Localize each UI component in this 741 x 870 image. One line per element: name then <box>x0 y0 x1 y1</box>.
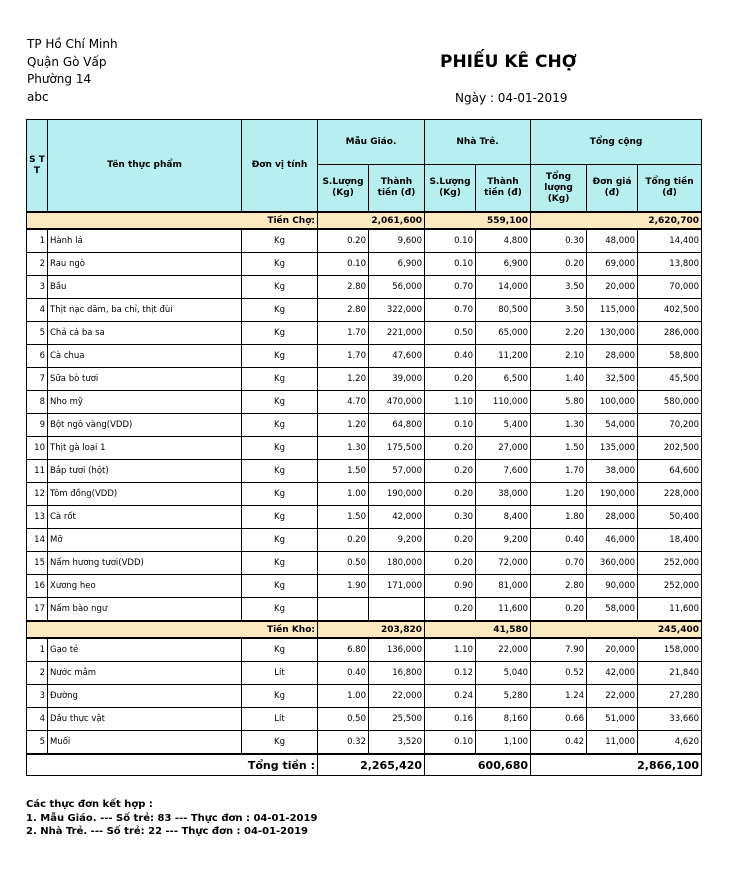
row-stt: 8 <box>27 391 48 414</box>
row-total-amount: 580,000 <box>638 391 702 414</box>
row-unit-price: 190,000 <box>587 483 638 506</box>
row-total-amount: 14,400 <box>638 229 702 253</box>
grand-total-row <box>27 754 702 776</box>
row-unit-price: 20,000 <box>587 276 638 299</box>
row-total-qty: 7.90 <box>531 638 587 662</box>
row-mau-giao-qty: 1.00 <box>318 483 369 506</box>
row-unit: Kg <box>242 276 318 299</box>
row-food-name: Nấm hương tươi(VDD) <box>48 552 242 575</box>
row-mau-giao-qty: 2.80 <box>318 299 369 322</box>
row-nha-tre-amount: 6,900 <box>476 253 531 276</box>
row-mau-giao-qty: 0.10 <box>318 253 369 276</box>
row-nha-tre-qty: 0.24 <box>425 685 476 708</box>
section-label: Tiền Kho: <box>27 621 318 638</box>
row-nha-tre-qty: 0.10 <box>425 731 476 755</box>
table-row <box>27 322 702 345</box>
row-mau-giao-qty: 6.80 <box>318 638 369 662</box>
row-mau-giao-amount: 56,000 <box>369 276 425 299</box>
row-total-qty: 2.20 <box>531 322 587 345</box>
row-unit: Kg <box>242 368 318 391</box>
address-city: TP Hồ Chí Minh <box>27 37 118 51</box>
row-mau-giao-qty: 1.90 <box>318 575 369 598</box>
row-nha-tre-amount: 7,600 <box>476 460 531 483</box>
row-unit: Kg <box>242 685 318 708</box>
row-total-qty: 1.24 <box>531 685 587 708</box>
row-nha-tre-amount: 5,280 <box>476 685 531 708</box>
table-row <box>27 552 702 575</box>
row-unit: Kg <box>242 575 318 598</box>
table-row <box>27 368 702 391</box>
row-total-amount: 158,000 <box>638 638 702 662</box>
row-nha-tre-qty: 0.70 <box>425 276 476 299</box>
row-nha-tre-amount: 80,500 <box>476 299 531 322</box>
row-unit-price: 38,000 <box>587 460 638 483</box>
row-food-name: Tôm đồng(VDD) <box>48 483 242 506</box>
row-food-name: Nấm bào ngư <box>48 598 242 622</box>
table-row <box>27 276 702 299</box>
col-header-mg-amount: Thành tiền (đ) <box>369 165 425 213</box>
table-row <box>27 483 702 506</box>
row-stt: 7 <box>27 368 48 391</box>
row-total-qty: 1.20 <box>531 483 587 506</box>
row-mau-giao-amount: 322,000 <box>369 299 425 322</box>
row-nha-tre-amount: 65,000 <box>476 322 531 345</box>
row-total-amount: 33,660 <box>638 708 702 731</box>
row-nha-tre-amount: 11,600 <box>476 598 531 622</box>
row-total-amount: 202,500 <box>638 437 702 460</box>
grand-total-nha-tre: 600,680 <box>425 754 531 776</box>
row-total-qty: 0.52 <box>531 662 587 685</box>
row-total-amount: 58,800 <box>638 345 702 368</box>
row-unit: Kg <box>242 638 318 662</box>
table-row <box>27 685 702 708</box>
row-mau-giao-amount: 47,600 <box>369 345 425 368</box>
row-food-name: Cà chua <box>48 345 242 368</box>
row-unit-price: 22,000 <box>587 685 638 708</box>
row-nha-tre-amount: 8,400 <box>476 506 531 529</box>
row-mau-giao-qty: 2.80 <box>318 276 369 299</box>
col-header-mg-qty: S.Lượng (Kg) <box>318 165 369 213</box>
row-unit-price: 11,000 <box>587 731 638 755</box>
row-stt: 2 <box>27 662 48 685</box>
row-nha-tre-amount: 38,000 <box>476 483 531 506</box>
row-stt: 5 <box>27 731 48 755</box>
row-food-name: Chả cá ba sa <box>48 322 242 345</box>
row-total-qty: 1.70 <box>531 460 587 483</box>
section-total-amount: 245,400 <box>531 621 702 638</box>
col-header-total-amount: Tổng tiền (đ) <box>638 165 702 213</box>
row-total-qty: 1.30 <box>531 414 587 437</box>
row-stt: 2 <box>27 253 48 276</box>
row-total-qty: 5.80 <box>531 391 587 414</box>
section-subtotal-row <box>27 621 702 638</box>
row-stt: 12 <box>27 483 48 506</box>
row-food-name: Mỡ <box>48 529 242 552</box>
row-food-name: Hành lá <box>48 229 242 253</box>
col-header-unit: Đơn vị tính <box>242 120 318 213</box>
row-unit-price: 69,000 <box>587 253 638 276</box>
row-food-name: Dầu thực vật <box>48 708 242 731</box>
grand-total-mau-giao: 2,265,420 <box>318 754 425 776</box>
row-unit: Lít <box>242 708 318 731</box>
row-mau-giao-qty: 0.20 <box>318 229 369 253</box>
row-unit-price: 42,000 <box>587 662 638 685</box>
row-mau-giao-qty: 1.70 <box>318 345 369 368</box>
row-food-name: Muối <box>48 731 242 755</box>
row-total-qty: 1.40 <box>531 368 587 391</box>
row-food-name: Xương heo <box>48 575 242 598</box>
row-mau-giao-qty <box>318 598 369 622</box>
address-district: Quận Gò Vấp <box>27 54 107 69</box>
row-food-name: Bầu <box>48 276 242 299</box>
row-nha-tre-amount: 6,500 <box>476 368 531 391</box>
row-stt: 15 <box>27 552 48 575</box>
row-food-name: Bột ngô vàng(VDD) <box>48 414 242 437</box>
row-nha-tre-amount: 11,200 <box>476 345 531 368</box>
document-date: Ngày : 04-01-2019 <box>455 91 568 105</box>
row-total-amount: 252,000 <box>638 575 702 598</box>
row-unit: Lít <box>242 662 318 685</box>
row-mau-giao-amount: 6,900 <box>369 253 425 276</box>
row-stt: 14 <box>27 529 48 552</box>
row-unit-price: 130,000 <box>587 322 638 345</box>
row-nha-tre-qty: 0.20 <box>425 552 476 575</box>
row-food-name: Rau ngò <box>48 253 242 276</box>
row-nha-tre-amount: 5,400 <box>476 414 531 437</box>
row-mau-giao-amount: 39,000 <box>369 368 425 391</box>
combined-menu-line: 1. Mẫu Giáo. --- Số trẻ: 83 --- Thực đơn : 04-01-2019 <box>26 812 318 824</box>
section-mau-giao-amount: 203,820 <box>318 621 425 638</box>
row-nha-tre-qty: 0.10 <box>425 229 476 253</box>
row-total-qty: 0.30 <box>531 229 587 253</box>
row-unit-price: 90,000 <box>587 575 638 598</box>
col-header-unit-price: Đơn giá (đ) <box>587 165 638 213</box>
row-total-amount: 252,000 <box>638 552 702 575</box>
row-mau-giao-qty: 0.40 <box>318 662 369 685</box>
row-unit: Kg <box>242 731 318 755</box>
row-nha-tre-amount: 5,040 <box>476 662 531 685</box>
row-mau-giao-qty: 1.50 <box>318 460 369 483</box>
row-mau-giao-amount: 171,000 <box>369 575 425 598</box>
row-unit-price: 46,000 <box>587 529 638 552</box>
table-row <box>27 708 702 731</box>
row-unit: Kg <box>242 437 318 460</box>
row-unit: Kg <box>242 506 318 529</box>
row-unit: Kg <box>242 483 318 506</box>
row-total-qty: 0.42 <box>531 731 587 755</box>
row-nha-tre-qty: 0.20 <box>425 368 476 391</box>
section-total-amount: 2,620,700 <box>531 212 702 229</box>
row-mau-giao-amount: 9,200 <box>369 529 425 552</box>
address-extra: abc <box>27 89 49 104</box>
section-subtotal-row <box>27 212 702 229</box>
table-row <box>27 391 702 414</box>
row-unit-price: 28,000 <box>587 345 638 368</box>
row-mau-giao-amount <box>369 598 425 622</box>
table-row <box>27 731 702 755</box>
col-group-tong-cong: Tổng cộng <box>531 120 702 165</box>
row-mau-giao-qty: 0.50 <box>318 708 369 731</box>
col-header-nt-qty: S.Lượng (Kg) <box>425 165 476 213</box>
row-unit-price: 360,000 <box>587 552 638 575</box>
row-total-amount: 4,620 <box>638 731 702 755</box>
row-stt: 1 <box>27 229 48 253</box>
row-stt: 16 <box>27 575 48 598</box>
row-unit-price: 51,000 <box>587 708 638 731</box>
row-nha-tre-amount: 9,200 <box>476 529 531 552</box>
row-total-qty: 3.50 <box>531 276 587 299</box>
row-food-name: Thịt gà loại 1 <box>48 437 242 460</box>
combined-menus-heading: Các thực đơn kết hợp : <box>26 799 153 810</box>
table-row <box>27 414 702 437</box>
address-ward: Phường 14 <box>27 72 92 86</box>
page-title: PHIẾU KÊ CHỢ <box>440 52 577 72</box>
row-nha-tre-qty: 0.30 <box>425 506 476 529</box>
row-total-amount: 13,800 <box>638 253 702 276</box>
row-mau-giao-qty: 4.70 <box>318 391 369 414</box>
row-total-qty: 0.40 <box>531 529 587 552</box>
row-mau-giao-amount: 16,800 <box>369 662 425 685</box>
row-unit: Kg <box>242 391 318 414</box>
row-total-qty: 2.80 <box>531 575 587 598</box>
row-unit: Kg <box>242 299 318 322</box>
row-total-amount: 286,000 <box>638 322 702 345</box>
row-stt: 4 <box>27 299 48 322</box>
row-unit-price: 32,500 <box>587 368 638 391</box>
section-label: Tiền Chợ: <box>27 212 318 229</box>
row-unit-price: 48,000 <box>587 229 638 253</box>
row-mau-giao-amount: 25,500 <box>369 708 425 731</box>
row-food-name: Nước mắm <box>48 662 242 685</box>
section-mau-giao-amount: 2,061,600 <box>318 212 425 229</box>
row-nha-tre-qty: 0.10 <box>425 414 476 437</box>
grand-total-label: Tổng tiền : <box>27 754 318 776</box>
row-unit-price: 100,000 <box>587 391 638 414</box>
table-row <box>27 229 702 253</box>
row-unit: Kg <box>242 460 318 483</box>
row-mau-giao-amount: 136,000 <box>369 638 425 662</box>
table-row <box>27 575 702 598</box>
row-total-amount: 45,500 <box>638 368 702 391</box>
row-stt: 3 <box>27 685 48 708</box>
row-total-qty: 2.10 <box>531 345 587 368</box>
row-unit-price: 115,000 <box>587 299 638 322</box>
row-stt: 10 <box>27 437 48 460</box>
row-stt: 13 <box>27 506 48 529</box>
row-nha-tre-qty: 0.16 <box>425 708 476 731</box>
col-group-mau-giao: Mẫu Giáo. <box>318 120 425 165</box>
row-unit: Kg <box>242 598 318 622</box>
row-nha-tre-amount: 81,000 <box>476 575 531 598</box>
row-unit: Kg <box>242 253 318 276</box>
row-mau-giao-qty: 1.20 <box>318 368 369 391</box>
row-nha-tre-amount: 72,000 <box>476 552 531 575</box>
row-nha-tre-qty: 0.70 <box>425 299 476 322</box>
table-row <box>27 437 702 460</box>
row-stt: 5 <box>27 322 48 345</box>
row-food-name: Cà rốt <box>48 506 242 529</box>
row-total-qty: 1.80 <box>531 506 587 529</box>
row-mau-giao-amount: 3,520 <box>369 731 425 755</box>
row-unit: Kg <box>242 229 318 253</box>
row-total-qty: 3.50 <box>531 299 587 322</box>
row-unit: Kg <box>242 529 318 552</box>
row-food-name: Gạo tẻ <box>48 638 242 662</box>
col-header-stt: S T T <box>27 120 48 213</box>
row-nha-tre-amount: 14,000 <box>476 276 531 299</box>
row-mau-giao-amount: 190,000 <box>369 483 425 506</box>
row-mau-giao-qty: 1.70 <box>318 322 369 345</box>
row-mau-giao-amount: 175,500 <box>369 437 425 460</box>
row-total-amount: 18,400 <box>638 529 702 552</box>
row-total-amount: 402,500 <box>638 299 702 322</box>
row-nha-tre-qty: 1.10 <box>425 391 476 414</box>
row-nha-tre-amount: 1,100 <box>476 731 531 755</box>
row-nha-tre-amount: 27,000 <box>476 437 531 460</box>
row-nha-tre-qty: 0.20 <box>425 529 476 552</box>
row-nha-tre-qty: 0.90 <box>425 575 476 598</box>
row-mau-giao-amount: 9,600 <box>369 229 425 253</box>
row-mau-giao-qty: 1.30 <box>318 437 369 460</box>
table-body <box>27 212 702 754</box>
combined-menus <box>26 798 317 839</box>
row-nha-tre-qty: 0.20 <box>425 460 476 483</box>
row-total-qty: 1.50 <box>531 437 587 460</box>
row-unit-price: 28,000 <box>587 506 638 529</box>
row-mau-giao-qty: 1.00 <box>318 685 369 708</box>
table-row <box>27 598 702 622</box>
row-stt: 4 <box>27 708 48 731</box>
row-total-qty: 0.70 <box>531 552 587 575</box>
market-list-table <box>26 119 702 776</box>
row-mau-giao-amount: 64,800 <box>369 414 425 437</box>
row-food-name: Nho mỹ <box>48 391 242 414</box>
section-nha-tre-amount: 559,100 <box>425 212 531 229</box>
row-unit-price: 135,000 <box>587 437 638 460</box>
row-total-qty: 0.20 <box>531 598 587 622</box>
row-total-amount: 11,600 <box>638 598 702 622</box>
row-total-qty: 0.20 <box>531 253 587 276</box>
row-total-amount: 64,600 <box>638 460 702 483</box>
row-mau-giao-amount: 180,000 <box>369 552 425 575</box>
row-nha-tre-qty: 1.10 <box>425 638 476 662</box>
row-stt: 6 <box>27 345 48 368</box>
row-mau-giao-qty: 1.20 <box>318 414 369 437</box>
row-mau-giao-qty: 0.32 <box>318 731 369 755</box>
row-nha-tre-qty: 0.50 <box>425 322 476 345</box>
row-stt: 1 <box>27 638 48 662</box>
row-mau-giao-amount: 470,000 <box>369 391 425 414</box>
table-row <box>27 662 702 685</box>
row-unit-price: 54,000 <box>587 414 638 437</box>
row-food-name: Bắp tươi (hột) <box>48 460 242 483</box>
table-row <box>27 506 702 529</box>
table-row <box>27 638 702 662</box>
row-total-amount: 228,000 <box>638 483 702 506</box>
col-header-total-qty: Tổng lượng (Kg) <box>531 165 587 213</box>
row-nha-tre-qty: 0.12 <box>425 662 476 685</box>
row-nha-tre-amount: 110,000 <box>476 391 531 414</box>
table-row <box>27 345 702 368</box>
row-unit-price: 58,000 <box>587 598 638 622</box>
row-nha-tre-amount: 8,160 <box>476 708 531 731</box>
section-nha-tre-amount: 41,580 <box>425 621 531 638</box>
row-unit: Kg <box>242 552 318 575</box>
row-food-name: Sữa bò tươi <box>48 368 242 391</box>
row-food-name: Đường <box>48 685 242 708</box>
row-stt: 9 <box>27 414 48 437</box>
row-nha-tre-qty: 0.10 <box>425 253 476 276</box>
row-mau-giao-amount: 22,000 <box>369 685 425 708</box>
table-row <box>27 460 702 483</box>
combined-menu-line: 2. Nhà Trẻ. --- Số trẻ: 22 --- Thực đơn : 04-01-2019 <box>26 826 309 837</box>
row-total-amount: 27,280 <box>638 685 702 708</box>
col-header-name: Tên thực phẩm <box>48 120 242 213</box>
row-unit-price: 20,000 <box>587 638 638 662</box>
row-mau-giao-qty: 0.20 <box>318 529 369 552</box>
row-mau-giao-qty: 1.50 <box>318 506 369 529</box>
row-total-amount: 21,840 <box>638 662 702 685</box>
address-block <box>27 36 118 106</box>
row-unit: Kg <box>242 414 318 437</box>
row-mau-giao-amount: 42,000 <box>369 506 425 529</box>
row-total-qty: 0.66 <box>531 708 587 731</box>
row-mau-giao-amount: 221,000 <box>369 322 425 345</box>
col-header-nt-amount: Thành tiền (đ) <box>476 165 531 213</box>
row-nha-tre-amount: 4,800 <box>476 229 531 253</box>
col-group-nha-tre: Nhà Trẻ. <box>425 120 531 165</box>
row-unit: Kg <box>242 345 318 368</box>
row-stt: 11 <box>27 460 48 483</box>
table-row <box>27 253 702 276</box>
row-nha-tre-qty: 0.20 <box>425 598 476 622</box>
row-unit: Kg <box>242 322 318 345</box>
row-food-name: Thịt nạc dăm, ba chỉ, thịt đùi <box>48 299 242 322</box>
row-mau-giao-qty: 0.50 <box>318 552 369 575</box>
table-row <box>27 529 702 552</box>
row-total-amount: 70,000 <box>638 276 702 299</box>
row-total-amount: 70,200 <box>638 414 702 437</box>
row-mau-giao-amount: 57,000 <box>369 460 425 483</box>
row-stt: 17 <box>27 598 48 622</box>
row-nha-tre-qty: 0.40 <box>425 345 476 368</box>
row-nha-tre-amount: 22,000 <box>476 638 531 662</box>
row-total-amount: 50,400 <box>638 506 702 529</box>
grand-total-all: 2,866,100 <box>531 754 702 776</box>
row-nha-tre-qty: 0.20 <box>425 483 476 506</box>
row-stt: 3 <box>27 276 48 299</box>
row-nha-tre-qty: 0.20 <box>425 437 476 460</box>
table-row <box>27 299 702 322</box>
